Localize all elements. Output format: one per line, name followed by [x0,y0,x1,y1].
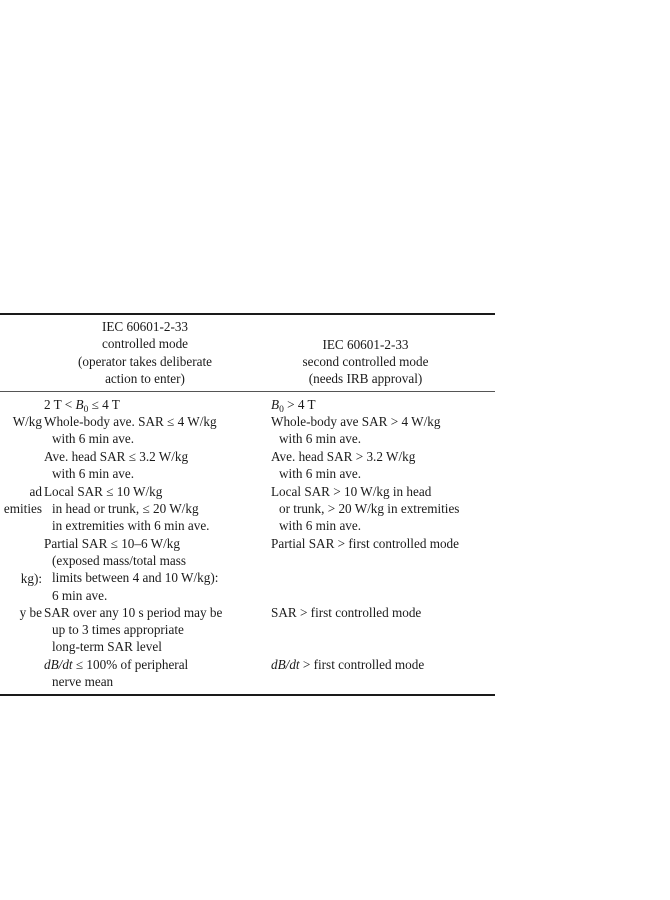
col1-fragment: kg): [20,570,42,586]
col1-fragment: emities [3,501,42,516]
cell-line: limits between 4 and 10 W/kg): [52,570,219,586]
table-cell [271,656,424,673]
cell-line: $B_0 > 4$ T [271,397,316,415]
cell-line: with 6 min ave. [279,518,362,534]
cell-line: in head or trunk, ≤ 20 W/kg [52,500,199,516]
column-header-controlled-mode [44,318,246,388]
table-cell [271,448,415,483]
cell-line: SAR over any 10 s period may be [44,604,223,620]
header-text: second controlled mode [302,353,429,369]
table-cell [44,604,222,656]
header-text: (operator takes deliberate [78,353,212,369]
table-cell [44,535,218,605]
col1-fragment: W/kg [12,414,42,429]
cell-line: 2 $T < B_0 \le 4$ T [44,397,120,415]
cell-line: up to 3 times appropriate [52,621,184,637]
table-cell [44,656,188,691]
header-text: (needs IRB approval) [308,371,423,387]
table-cell [44,396,120,413]
cell-line: with 6 min ave. [52,466,135,482]
table-cell [44,448,188,483]
cell-line: in extremities with 6 min ave. [52,518,210,534]
cell-line: with 6 min ave. [279,466,362,482]
table-cell [271,535,459,552]
cell-line: or trunk, > 20 W/kg in extremities [279,500,460,516]
cell-line: Ave. head SAR ≤ 3.2 W/kg [44,449,189,464]
table-cell [271,396,316,413]
col1-fragment: y be [19,605,42,620]
cell-line: dB/dt > first controlled mode [271,656,425,672]
cell-line: Local SAR > 10 W/kg in head [271,483,432,499]
cell-line: Ave. head SAR > 3.2 W/kg [271,449,416,464]
cell-line: Whole-body ave SAR > 4 W/kg [271,414,441,429]
cell-line: (exposed mass/total mass [52,552,187,568]
table-header-rule [0,391,495,392]
table-top-rule [0,313,495,315]
table-bottom-rule [0,694,495,696]
header-text: controlled mode [101,336,189,352]
cell-line: SAR > first controlled mode [271,604,422,620]
cell-line: long-term SAR level [52,639,162,655]
cell-line: Partial SAR > first controlled mode [271,535,460,551]
cell-line: Partial SAR ≤ 10–6 W/kg [44,535,180,551]
column-header-second-controlled-mode [268,336,463,388]
table-cell [271,483,459,535]
header-text: IEC 60601-2-33 [101,319,189,334]
table-cell [271,604,421,621]
cell-line: nerve mean [52,673,114,689]
cell-line: dB/dt ≤ 100% of peripheral [44,656,189,672]
col1-fragment: ad [29,483,42,499]
cell-line: with 6 min ave. [279,431,362,447]
cell-line: with 6 min ave. [52,431,135,447]
table-cell [271,413,440,448]
table-cell [44,413,217,448]
table-cell [44,483,209,535]
cell-line: Whole-body ave. SAR ≤ 4 W/kg [44,414,217,429]
header-text: IEC 60601-2-33 [322,336,409,352]
cell-line: 6 min ave. [52,587,108,603]
cell-line: Local SAR ≤ 10 W/kg [44,483,163,499]
header-text: action to enter) [105,371,185,387]
